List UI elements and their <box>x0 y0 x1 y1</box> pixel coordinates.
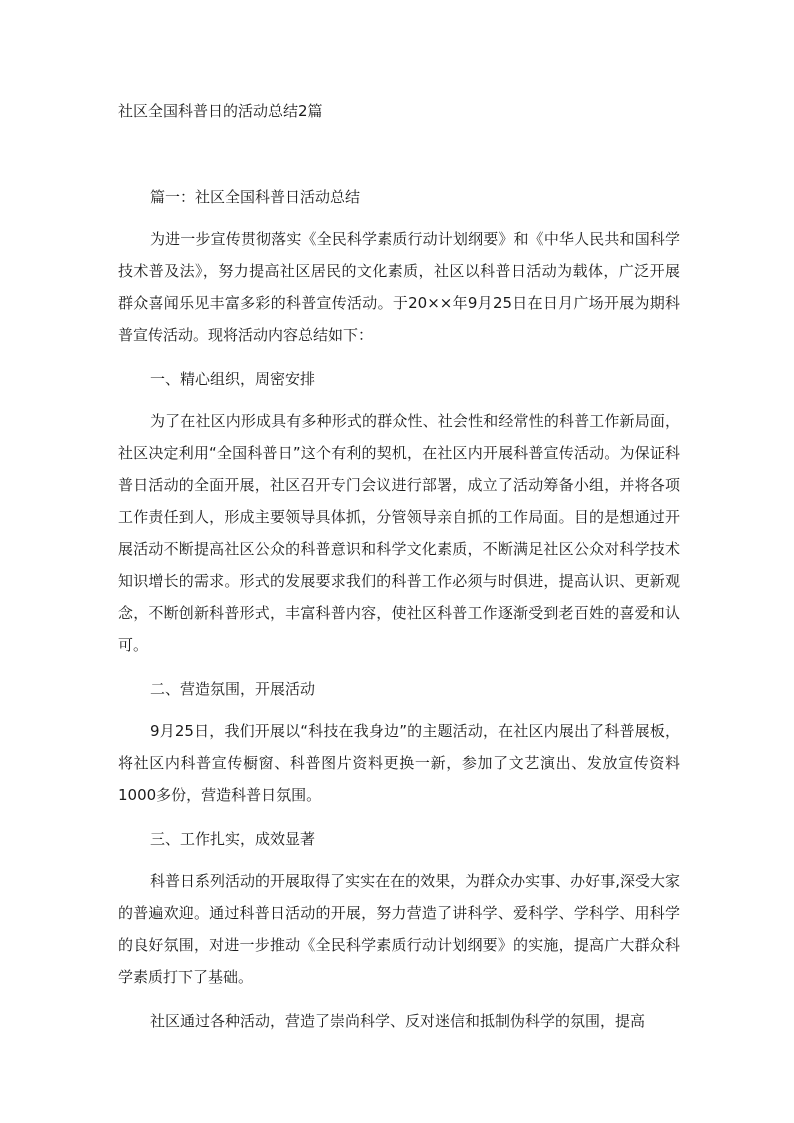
section-heading: 一、精心组织，周密安排 <box>150 370 316 388</box>
section-heading: 二、营造氛围，开展活动 <box>150 680 316 698</box>
body-paragraph: 科普日系列活动的开展取得了实实在在的效果，为群众办实事、办好事,深受大家的普遍欢迎。通过科普日活动的开展，努力营造了讲科学、爱科学、学科学、用科学的良好氛围，对进一步推动《全民科学素质行动计划纲要》的实施，提高广大群众科学素质打下了基础。 <box>118 872 680 986</box>
body-paragraph: 9月25日，我们开展以“科技在我身边”的主题活动，在社区内展出了科普展板，将社区内科普宣传橱窗、科普图片资料更换一新，参加了文艺演出、发放宣传资料1000多份，营造科普日氛围。 <box>118 722 680 804</box>
body-paragraph: 社区通过各种活动，营造了崇尚科学、反对迷信和抵制伪科学的氛围，提高 <box>150 1012 646 1030</box>
document-body <box>118 181 680 1049</box>
body-paragraph: 为了在社区内形成具有多种形式的群众性、社会性和经常性的科普工作新局面，社区决定利用“全国科普日”这个有利的契机，在社区内开展科普宣传活动。为保证科普日活动的全面开展，社区召开专门会议进行部署，成立了活动筹备小组，并将各项工作责任到人，形成主要领导具体抓，分管领导亲自抓的工作局面。目的是想通过开展活动不断提高社区公众的科普意识和科学文化素质，不断满足社区公众对科学技术知识增长的需求。形式的发展要求我们的科普工作必须与时俱进，提高认识、更新观念，不断创新科普形式，丰富科普内容，使社区科普工作逐渐受到老百姓的喜爱和认可。 <box>118 412 680 654</box>
body-paragraph: 为进一步宣传贯彻落实《全民科学素质行动计划纲要》和《中华人民共和国科学技术普及法》，努力提高社区居民的文化素质，社区以科普日活动为载体，广泛开展群众喜闻乐见丰富多彩的科普宣传活动。于20××年9月25日在日月广场开展为期科普宣传活动。现将活动内容总结如下： <box>118 230 680 344</box>
section-heading: 三、工作扎实，成效显著 <box>150 830 316 848</box>
section-heading: 篇一：社区全国科普日活动总结 <box>150 188 361 206</box>
document-title: 社区全国科普日的活动总结2篇 <box>118 102 323 120</box>
